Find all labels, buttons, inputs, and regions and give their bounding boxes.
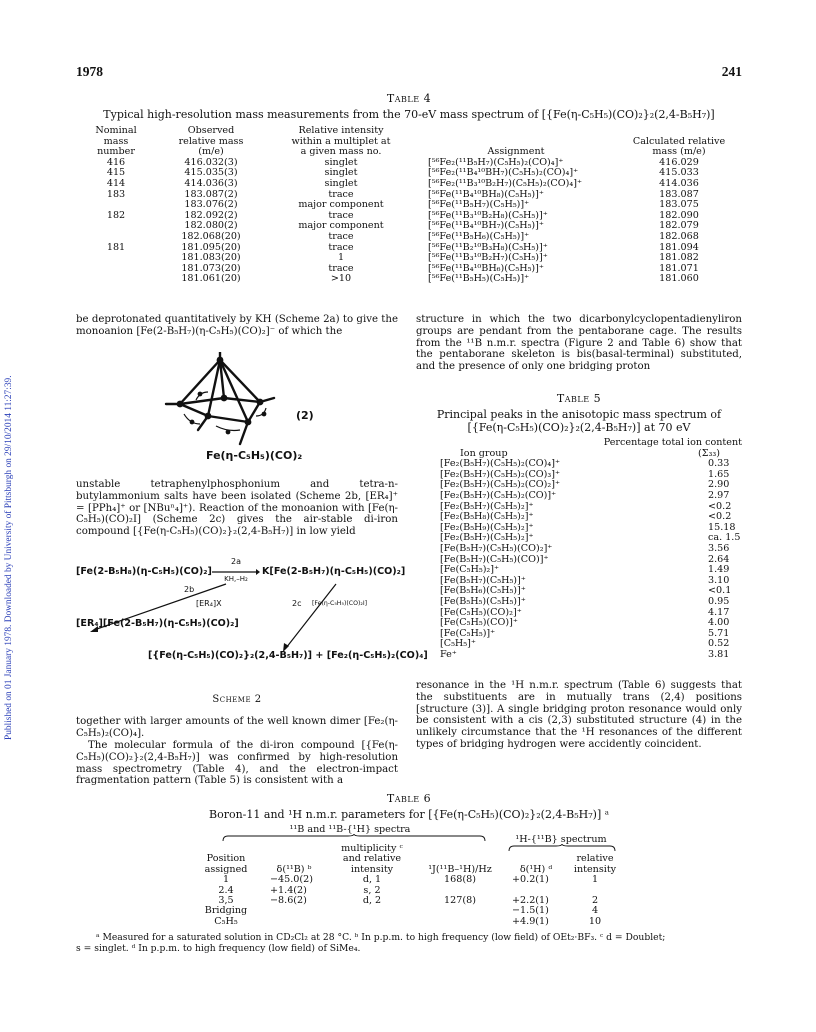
t4-calculated-mass: 183.075 xyxy=(659,199,699,211)
t4-mass-number: 183 xyxy=(106,188,126,200)
t4-calculated-mass: 181.082 xyxy=(659,252,699,264)
t6-delta-b: −45.0(2) xyxy=(270,874,313,886)
t5-head-ion-group: Ion group xyxy=(460,447,508,459)
table-row xyxy=(76,200,742,211)
t4-head-nominal: Nominal mass number xyxy=(95,125,137,158)
t6-coupling xyxy=(412,917,508,927)
t6-multiplicity: d, 2 xyxy=(362,895,382,907)
t6-multiplicity xyxy=(332,906,412,916)
t6-head-position: Position assigned xyxy=(204,853,248,875)
t4-mass-number xyxy=(76,253,156,264)
table-row xyxy=(76,158,742,169)
t5-percentage: 4.17 xyxy=(708,606,730,618)
t6-multiplicity xyxy=(332,917,412,927)
t4-calculated-mass: 181.071 xyxy=(659,262,699,274)
t4-head-intensity: Relative intensity within a multiplet at a given mass no. xyxy=(291,125,391,158)
t4-intensity: trace xyxy=(328,230,354,242)
t5-ion-group: [Fe₂(B₅H₇)(C₅H₅)₂(CO)₄]⁺ xyxy=(440,458,561,470)
t6-delta-b: +1.4(2) xyxy=(270,884,307,896)
t4-calculated-mass: 181.094 xyxy=(659,241,699,253)
table-row xyxy=(196,906,626,916)
table-row xyxy=(440,597,742,608)
table-row xyxy=(196,896,626,906)
t4-assignment: [⁵⁶Fe(¹¹B₅H₇)(C₅H₅)]⁺ xyxy=(428,199,530,211)
table-row xyxy=(196,875,626,885)
t5-percentage: <0.2 xyxy=(708,500,732,512)
t4-calculated-mass: 416.029 xyxy=(659,156,699,168)
scheme-product-c: [{Fe(η-C₅H₅)(CO)₂}₂(2,4-B₅H₇)] + [Fe₂(η-C₅H₅)₂(CO)₄] xyxy=(148,650,428,661)
download-watermark xyxy=(4,210,18,740)
table5-caption-2: [{Fe(η-C₅H₅)(CO)₂}₂(2,4-B₅H₇)] at 70 eV xyxy=(467,421,691,434)
t4-observed-mass: 414.036(3) xyxy=(184,177,238,189)
t4-mass-number xyxy=(76,221,156,232)
t6-coupling xyxy=(412,906,508,916)
t4-calculated-mass: 414.036 xyxy=(659,177,699,189)
t6-position: 3,5 xyxy=(218,895,234,907)
t4-intensity: trace xyxy=(328,188,354,200)
t5-percentage: 3.10 xyxy=(708,574,730,586)
table-row xyxy=(440,650,742,661)
t4-calculated-mass: 182.068 xyxy=(659,230,699,242)
t5-ion-group: [Fe(C₅H₅)(CO)]⁺ xyxy=(440,617,518,629)
download-watermark-text[interactable]: Published on 01 January 1978. Downloaded by University of Pittsburgh on 29/10/2014 11:27:39. xyxy=(4,375,14,740)
t4-intensity: trace xyxy=(328,241,354,253)
table-row xyxy=(196,886,626,896)
table-row xyxy=(76,232,742,243)
t5-ion-group: [Fe(B₅H₇)(C₅H₅)(CO)₂]⁺ xyxy=(440,542,553,554)
structure-2-substituent: Fe(η-C₅H₅)(CO)₂ xyxy=(206,449,303,462)
t4-observed-mass: 182.092(2) xyxy=(184,209,238,221)
t4-mass-number: 416 xyxy=(106,156,126,168)
t5-ion-group: [Fe(C₅H₅)(CO)₂]⁺ xyxy=(440,606,522,618)
page-number: 241 xyxy=(721,64,742,79)
t4-calculated-mass: 415.033 xyxy=(659,167,699,179)
t6-position: Bridging xyxy=(204,905,248,917)
table4-label: Table 4 xyxy=(386,92,432,105)
t5-percentage: 0.52 xyxy=(708,638,730,650)
t4-assignment: [⁵⁶Fe(¹¹B₅H₅)(C₅H₅)]⁺ xyxy=(428,273,530,285)
table-row xyxy=(76,168,742,179)
t4-head-calculated: Calculated relative mass (m/e) xyxy=(632,135,726,158)
scheme-reactant: [Fe(2-B₅H₈)(η-C₅H₅)(CO)₂] xyxy=(76,566,212,577)
t6-coupling: 127(8) xyxy=(444,895,476,907)
t4-assignment: [⁵⁶Fe(¹¹B₃¹⁰B₂H₈)(C₅H₅)]⁺ xyxy=(428,209,548,221)
t6-position: C₅H₅ xyxy=(214,915,238,927)
table-row xyxy=(76,274,742,285)
t4-head-observed: Observed relative mass (m/e) xyxy=(178,125,244,158)
t5-head-percentage: Percentage total ion content xyxy=(603,437,742,448)
t4-observed-mass: 181.083(20) xyxy=(181,252,241,264)
t4-intensity: singlet xyxy=(324,177,358,189)
t5-percentage: 5.71 xyxy=(708,627,730,639)
t5-ion-group: [Fe(C₅H₅)]⁺ xyxy=(440,627,496,639)
t6-delta-h: +4.9(1) xyxy=(512,915,549,927)
t5-ion-group: [Fe₂(B₅H₇)(C₅H₅)₂(CO)₂]⁺ xyxy=(440,479,561,491)
table-row xyxy=(440,491,742,502)
right-para-2: resonance in the ¹H n.m.r. spectrum (Table 6) suggests that the substituents are in mutually trans (2,4) positions [structure (3)]. A single bridging proton resonance would only be consistent with a cis (2,3) substituted structure (4) in the unlikely circumstance that the ¹H resonances of the different types of bridging hydrogen were accidently coincident. xyxy=(416,680,742,750)
t4-intensity: singlet xyxy=(324,167,358,179)
t4-observed-mass: 183.087(2) xyxy=(184,188,238,200)
t5-percentage: 3.81 xyxy=(708,648,730,660)
t4-assignment: [⁵⁶Fe(¹¹B₄¹⁰BH₇)(C₅H₅)]⁺ xyxy=(428,220,544,232)
t4-assignment: [⁵⁶Fe₂(¹¹B₄¹⁰BH₇)(C₅H₅)₂(CO)₄]⁺ xyxy=(428,167,579,179)
table6-caption: Boron-11 and ¹H n.m.r. parameters for [{Fe(η-C₅H₅)(CO)₂}₂(2,4-B₅H₇)] ᵃ xyxy=(209,808,609,821)
t4-mass-number xyxy=(76,232,156,243)
t6-multiplicity: d, 1 xyxy=(362,874,382,886)
t5-percentage: <0.1 xyxy=(708,585,732,597)
t4-observed-mass: 181.073(20) xyxy=(181,262,241,274)
t6-rel-intensity: 1 xyxy=(591,874,599,886)
t4-intensity: major component xyxy=(298,220,384,232)
table6-footnote-2: s = singlet. ᵈ In p.p.m. to high frequency (low field) of SiMe₄. xyxy=(76,943,361,954)
t6-delta-h: +0.2(1) xyxy=(512,874,549,886)
t4-mass-number: 182 xyxy=(106,209,126,221)
t5-ion-group: [Fe(B₅H₇)(C₅H₅)(CO)]⁺ xyxy=(440,553,549,565)
table5-label: Table 5 xyxy=(556,392,602,405)
table-row xyxy=(196,917,626,927)
structure-2-label: (2) xyxy=(296,409,314,422)
t4-observed-mass: 181.061(20) xyxy=(181,273,241,285)
t6-rel-intensity: 2 xyxy=(591,895,599,907)
t4-intensity: major component xyxy=(298,199,384,211)
right-para-1: structure in which the two dicarbonylcyclopentadienyliron groups are pendant from the pentaborane cage. The results from the ¹¹B n.m.r. spectra (Figure 2 and Table 6) show that the pentaborane skeleton is bis(basal-terminal) substituted, and the presence of only one bridging proton xyxy=(416,314,742,373)
t4-intensity: trace xyxy=(328,209,354,221)
t4-assignment: [⁵⁶Fe₂(¹¹B₅H₇)(C₅H₅)₂(CO)₄]⁺ xyxy=(428,156,564,168)
t5-percentage: <0.2 xyxy=(708,511,732,523)
t6-head-rel-intensity: relative intensity xyxy=(573,853,617,875)
t5-percentage: 2.64 xyxy=(708,553,730,565)
table-row xyxy=(76,190,742,201)
t5-ion-group: [Fe(C₅H₅)₂]⁺ xyxy=(440,564,500,576)
t6-coupling: 168(8) xyxy=(444,874,476,886)
left-para-1: be deprotonated quantitatively by KH (Scheme 2a) to give the monoanion [Fe(2-B₅H₇)(η-C₅H₅)(CO)₂]⁻ of which the xyxy=(76,314,398,337)
t4-observed-mass: 182.080(2) xyxy=(184,220,238,232)
table6-footnote-1: ᵃ Measured for a saturated solution in CD₂Cl₂ at 28 °C. ᵇ In p.p.m. to high frequency (low field) of OEt₂·BF₃. ᶜ d = Doublet; xyxy=(96,932,666,943)
t4-calculated-mass: 183.087 xyxy=(659,188,699,200)
table-row xyxy=(440,544,742,555)
t4-observed-mass: 183.076(2) xyxy=(184,199,238,211)
t5-ion-group: [Fe(B₅H₇)(C₅H₅)]⁺ xyxy=(440,574,526,586)
t5-ion-group: [Fe₂(B₅H₈)(C₅H₅)₂]⁺ xyxy=(440,511,534,523)
table6-label: Table 6 xyxy=(386,792,432,805)
t5-percentage: 2.97 xyxy=(708,489,730,501)
t6-position: 1 xyxy=(222,874,230,886)
t5-ion-group: [Fe₂(B₅H₇)(C₅H₅)₂(CO)₃]⁺ xyxy=(440,468,561,480)
t4-intensity: singlet xyxy=(324,156,358,168)
t5-percentage: ca. 1.5 xyxy=(708,532,741,544)
scheme-product-a: K[Fe(2-B₅H₇)(η-C₅H₅)(CO)₂] xyxy=(262,566,406,577)
table4-caption: Typical high-resolution mass measurements from the 70-eV mass spectrum of [{Fe(η-C₅H₅)(CO)₂}₂(2,4-B₅H₇)] xyxy=(103,108,715,121)
t4-assignment: [⁵⁶Fe(¹¹B₃¹⁰B₂H₇)(C₅H₅)]⁺ xyxy=(428,252,548,264)
t6-multiplicity: s, 2 xyxy=(363,884,381,896)
t4-mass-number xyxy=(76,274,156,285)
t4-head-assignment: Assignment xyxy=(487,146,545,158)
scheme-arrow-a-top: 2a xyxy=(231,557,241,566)
t6-head-delta-b: δ(¹¹B) ᵇ xyxy=(276,863,312,875)
t5-ion-group: Fe⁺ xyxy=(440,648,457,660)
t5-percentage: 15.18 xyxy=(708,521,736,533)
t5-percentage: 4.00 xyxy=(708,617,730,629)
t4-observed-mass: 416.032(3) xyxy=(184,156,238,168)
t4-calculated-mass: 182.090 xyxy=(659,209,699,221)
t4-intensity: 1 xyxy=(337,252,345,264)
t5-head-sigma: (Σ₃₃) xyxy=(698,447,720,459)
t4-assignment: [⁵⁶Fe(¹¹B₄¹⁰BH₆)(C₅H₅)]⁺ xyxy=(428,262,544,274)
t4-mass-number xyxy=(76,264,156,275)
table-row xyxy=(440,639,742,650)
t5-percentage: 1.49 xyxy=(708,564,730,576)
t4-assignment: [⁵⁶Fe(¹¹B₅H₆)(C₅H₅)]⁺ xyxy=(428,230,530,242)
scheme-2 xyxy=(76,557,428,674)
scheme-product-b: [ER₄][Fe(2-B₅H₇)(η-C₅H₅)(CO)₂] xyxy=(76,618,239,629)
t4-mass-number: 181 xyxy=(106,241,126,253)
t5-ion-group: [Fe₂(B₅H₉)(C₅H₅)₂]⁺ xyxy=(440,521,534,533)
scheme-2-label: Scheme 2 xyxy=(212,694,262,705)
table-row xyxy=(76,243,742,254)
t6-head-delta-h: δ(¹H) ᵈ xyxy=(519,863,553,875)
t6-delta-b xyxy=(256,917,332,927)
table6 xyxy=(196,844,626,927)
t6-delta-b: −8.6(2) xyxy=(270,895,307,907)
table5-caption-1: Principal peaks in the anisotopic mass spectrum of xyxy=(436,408,722,421)
scheme-arrow-c-reagent: [Fe(η-C₅H₅)(CO)₂I] xyxy=(312,600,368,607)
table6-brace-1 xyxy=(222,834,486,842)
t5-percentage: 0.33 xyxy=(708,458,730,470)
scheme-arrows-bc xyxy=(76,582,398,652)
scheme-arrow-a-bottom: KH,–H₂ xyxy=(224,575,248,583)
t5-percentage: 1.65 xyxy=(708,468,730,480)
scheme-arrow-c: 2c xyxy=(292,599,302,608)
table5 xyxy=(440,438,742,660)
left-para-4: The molecular formula of the di-iron compound [{Fe(η-C₅H₅)(CO)₂}₂(2,4-B₅H₇)] was confirmed by high-resolution mass spectrometry (Table 4), and the electron-impact fragmentation pattern (Table 5) is consistent with a xyxy=(76,740,398,787)
table6-group-2: ¹H-{¹¹B} spectrum xyxy=(515,834,607,845)
t4-assignment: [⁵⁶Fe(¹¹B₄¹⁰BH₈)(C₅H₅)]⁺ xyxy=(428,188,544,200)
t4-observed-mass: 182.068(20) xyxy=(181,230,241,242)
table4 xyxy=(76,126,742,285)
t4-intensity: >10 xyxy=(330,273,352,285)
table-row xyxy=(76,211,742,222)
t5-ion-group: [Fe₂(B₅H₇)(C₅H₅)₂]⁺ xyxy=(440,532,534,544)
t5-percentage: 3.56 xyxy=(708,542,730,554)
t5-percentage: 0.95 xyxy=(708,595,730,607)
table-row xyxy=(76,179,742,190)
t4-assignment: [⁵⁶Fe₂(¹¹B₃¹⁰B₂H₇)(C₅H₅)₂(CO)₄]⁺ xyxy=(428,177,583,189)
scheme-arrow-b: 2b xyxy=(184,585,195,594)
left-para-3: together with larger amounts of the well known dimer [Fe₂(η-C₅H₅)₂(CO)₄]. xyxy=(76,716,398,739)
table-row xyxy=(76,264,742,275)
scheme-arrow-b-reagent: [ER₄]X xyxy=(196,599,222,608)
t6-position: 2.4 xyxy=(218,884,234,896)
journal-year: 1978 xyxy=(76,64,103,79)
t6-delta-h: +2.2(1) xyxy=(512,895,549,907)
structure-2 xyxy=(160,352,400,472)
t6-delta-b xyxy=(256,906,332,916)
table-row xyxy=(76,253,742,264)
t6-delta-h: −1.5(1) xyxy=(512,905,549,917)
t4-mass-number: 415 xyxy=(106,167,126,179)
t4-intensity: trace xyxy=(328,262,354,274)
t4-mass-number: 414 xyxy=(106,177,126,189)
table-row xyxy=(76,221,742,232)
t6-head-multiplicity: multiplicity ᶜ and relative intensity xyxy=(341,843,403,875)
t6-rel-intensity: 10 xyxy=(588,915,602,927)
t5-ion-group: [C₅H₅]⁺ xyxy=(440,638,476,650)
t4-observed-mass: 181.095(20) xyxy=(181,241,241,253)
t6-rel-intensity: 4 xyxy=(591,905,599,917)
t4-assignment: [⁵⁶Fe(¹¹B₂¹⁰B₃H₈)(C₅H₅)]⁺ xyxy=(428,241,548,253)
t5-percentage: 2.90 xyxy=(708,479,730,491)
table6-group-1: ¹¹B and ¹¹B-{¹H} spectra xyxy=(289,824,411,835)
t4-calculated-mass: 182.079 xyxy=(659,220,699,232)
t5-ion-group: [Fe₂(B₅H₇)(C₅H₅)₂(CO)]⁺ xyxy=(440,489,557,501)
t5-ion-group: [Fe₂(B₅H₇)(C₅H₅)₂]⁺ xyxy=(440,500,534,512)
t5-ion-group: [Fe(B₅H₅)(C₅H₅)]⁺ xyxy=(440,595,526,607)
t5-ion-group: [Fe(B₅H₆)(C₅H₅)]⁺ xyxy=(440,585,526,597)
table-row xyxy=(440,629,742,640)
t6-head-coupling: ¹J(¹¹B–¹H)/Hz xyxy=(428,863,492,875)
t4-observed-mass: 415.035(3) xyxy=(184,167,238,179)
t4-calculated-mass: 181.060 xyxy=(659,273,699,285)
left-para-2: unstable tetraphenylphosphonium and tetra-n-butylammonium salts have been isolated (Scheme 2b, [ER₄]⁺ = [PPh₄]⁺ or [NBuⁿ₄]⁺). Reaction of the monoanion with [Fe(η-C₅H₅)(CO)₂I] (Scheme 2c) gives the air-stable di-iron compound [{Fe(η-C₅H₅)(CO)₂}₂(2,4-B₅H₇)] in low yield xyxy=(76,479,398,538)
